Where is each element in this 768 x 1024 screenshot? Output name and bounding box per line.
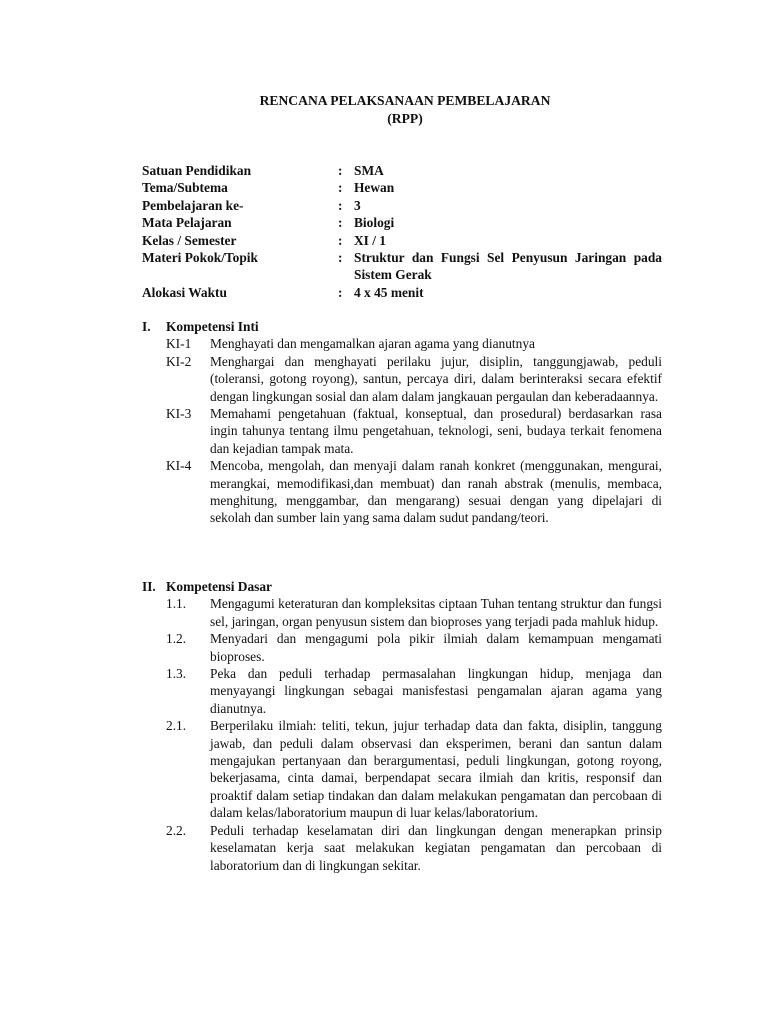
section-number: I.: [142, 319, 151, 334]
kd-code: 1.1.: [166, 596, 187, 612]
identity-value: XI / 1: [354, 232, 386, 248]
kd-text: Peka dan peduli terhadap permasalahan lingkungan hidup, menjaga dan menyayangi lingkungan sebagai manisfestasi pengamalan ajaran agama yang dianutnya.: [210, 666, 662, 716]
identity-row: [142, 162, 662, 179]
identity-label: Satuan Pendidikan: [142, 163, 252, 178]
kd-code: 2.2.: [166, 822, 187, 838]
identity-label: Kelas / Semester: [142, 232, 237, 248]
kd-item: [142, 822, 662, 874]
identity-value: Hewan: [354, 180, 395, 196]
identity-table: [142, 162, 662, 301]
identity-colon: :: [338, 163, 343, 178]
identity-colon: :: [338, 197, 343, 213]
ki-text: Menghargai dan menghayati perilaku jujur, disiplin, tanggungjawab, peduli (toleransi, gotong royong), santun, percaya diri, dalam berinteraksi secara efektif dengan lingkungan sosial dan alam dalam jangkauan pergaulan dan keberadaannya.: [210, 353, 662, 404]
identity-value: Struktur dan Fungsi Sel Penyusun Jaringan pada Sistem Gerak: [354, 250, 662, 283]
identity-colon: :: [338, 250, 343, 266]
kd-code: 2.1.: [166, 718, 187, 734]
identity-row: [142, 284, 662, 301]
ki-code: KI-4: [166, 458, 192, 474]
identity-value: Biologi: [354, 215, 395, 231]
identity-colon: :: [338, 215, 343, 231]
document-title: RENCANA PELAKSANAAN PEMBELAJARAN: [259, 93, 551, 108]
kd-item: [142, 717, 662, 821]
kd-item: [142, 665, 662, 717]
ki-item: [142, 335, 662, 352]
section-heading: [142, 318, 662, 335]
kd-text: Peduli terhadap keselamatan diri dan lingkungan dengan menerapkan prinsip keselamatan kerja saat melakukan kegiatan pengamatan dan percobaan di laboratorium dan di lingkungan sekitar.: [210, 822, 662, 873]
identity-colon: :: [338, 284, 343, 300]
identity-value: SMA: [354, 163, 384, 178]
identity-label: Pembelajaran ke-: [142, 197, 244, 213]
kd-code: 1.2.: [166, 631, 187, 647]
kompetensi-inti-section: [142, 318, 662, 527]
identity-label: Mata Pelajaran: [142, 215, 232, 231]
section-number: II.: [142, 579, 156, 594]
identity-row: [142, 179, 662, 196]
section-title: Kompetensi Dasar: [166, 579, 273, 594]
identity-value: 3: [354, 197, 361, 213]
identity-label: Materi Pokok/Topik: [142, 250, 258, 266]
identity-row: [142, 232, 662, 249]
kompetensi-dasar-section: [142, 578, 662, 874]
kd-text: Mengagumi keteraturan dan kompleksitas ciptaan Tuhan tentang struktur dan fungsi sel, jaringan, organ penyusun sistem dan bioproses yang terjadi pada mahluk hidup.: [210, 596, 662, 629]
section-title: Kompetensi Inti: [166, 319, 259, 334]
identity-row: [142, 249, 662, 284]
kd-text: Berperilaku ilmiah: teliti, tekun, jujur terhadap data dan fakta, disiplin, tanggung jawab, dan peduli dalam observasi dan eksperimen, berani dan santun dalam mengajukan pertanyaan dan berargumentasi, peduli lingkungan, gotong royong, bekerjasama, cinta damai, berpendapat secara ilmiah dan kritis, responsif dan proaktif dalam setiap tindakan dan dalam melakukan pengamatan dan percobaan di dalam kelas/laboratorium maupun di luar kelas/laboratorium.: [210, 718, 662, 821]
document-subtitle: (RPP): [387, 111, 423, 126]
ki-text: Memahami pengetahuan (faktual, konseptual, dan prosedural) berdasarkan rasa ingin tahunya tentang ilmu pengetahuan, teknologi, seni, budaya terkait fenomena dan kejadian tampak mata.: [210, 406, 662, 456]
kd-item: [142, 630, 662, 665]
identity-colon: :: [338, 232, 343, 248]
ki-code: KI-2: [166, 353, 192, 369]
identity-row: [142, 214, 662, 231]
kd-code: 1.3.: [166, 666, 187, 682]
ki-code: KI-3: [166, 406, 192, 422]
identity-label: Tema/Subtema: [142, 180, 228, 196]
identity-value: 4 x 45 menit: [354, 284, 424, 300]
kd-item: [142, 595, 662, 630]
ki-item: [142, 457, 662, 527]
identity-label: Alokasi Waktu: [142, 284, 227, 300]
ki-text: Menghayati dan mengamalkan ajaran agama yang dianutnya: [210, 336, 535, 352]
section-heading: [142, 578, 662, 595]
ki-item: [142, 353, 662, 405]
kd-text: Menyadari dan mengagumi pola pikir ilmiah dalam kemampuan mengamati bioproses.: [210, 631, 662, 664]
identity-row: [142, 197, 662, 214]
ki-text: Mencoba, mengolah, dan menyaji dalam ranah konkret (menggunakan, mengurai, merangkai, memodifikasi,dan membuat) dan ranah abstrak (menulis, membaca, menghitung, menggambar, dan mengarang) sesuai dengan yang dipelajari di sekolah dan sumber lain yang sama dalam sudut pandang/teori.: [210, 458, 662, 526]
identity-colon: :: [338, 180, 343, 196]
ki-item: [142, 405, 662, 457]
ki-code: KI-1: [166, 336, 192, 352]
